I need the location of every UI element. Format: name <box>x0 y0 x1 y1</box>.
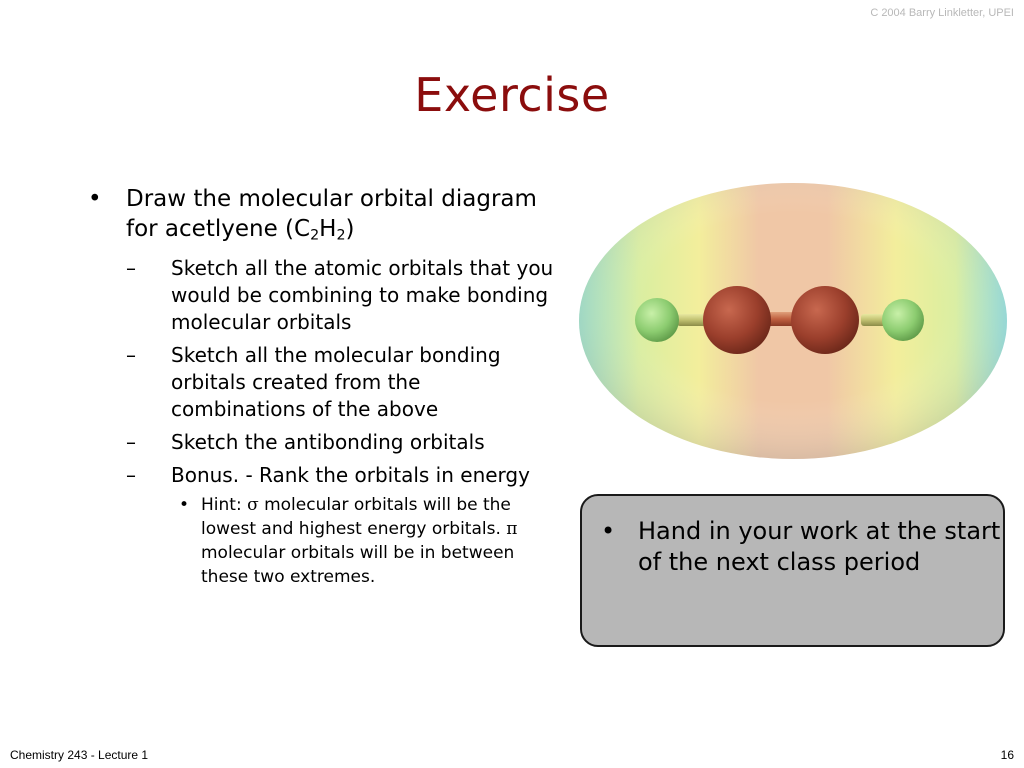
sub-bullet-list <box>88 255 558 589</box>
hint-bullet <box>171 493 558 589</box>
hint-text-part2: molecular orbitals will be in between these two extremes. <box>201 542 515 587</box>
sub-bullet-bonding-orbitals <box>126 342 558 423</box>
dash-marker: – <box>126 342 136 367</box>
sub-bullet-text: Sketch all the atomic orbitals that you would be combining to make bonding molecular orbitals <box>171 255 554 334</box>
slide-title: Exercise <box>414 68 610 122</box>
callout-box <box>580 494 1005 647</box>
hydrogen-atom-right <box>882 299 924 341</box>
copyright-notice: C 2004 Barry Linkletter, UPEI <box>870 7 1014 19</box>
sub-bullet-text: Sketch all the molecular bonding orbitals created from the combinations of the above <box>171 342 501 421</box>
sub-bullet-text: Sketch the antibonding orbitals <box>171 429 485 454</box>
acetylene-orbital-image <box>577 178 1009 466</box>
carbon-atom-left <box>703 286 771 354</box>
footer-course: Chemistry 243 - Lecture 1 <box>10 748 149 762</box>
main-bullet-text-after: ) <box>345 216 355 242</box>
sub-bullet-atomic-orbitals <box>126 255 558 336</box>
callout-bullet <box>601 516 1018 578</box>
dash-marker: – <box>126 255 136 280</box>
sub-bullet-text: Bonus. - Rank the orbitals in energy <box>171 462 530 487</box>
callout-text: Hand in your work at the start of the next class period <box>638 517 1001 576</box>
slide-number: 16 <box>1000 748 1014 762</box>
bullet-marker: • <box>179 494 190 515</box>
bullet-marker: • <box>88 186 102 212</box>
main-bullet <box>88 184 558 251</box>
hint-prefix: Hint: <box>201 494 248 515</box>
slide-content <box>88 184 558 589</box>
dash-marker: – <box>126 429 136 454</box>
subscript-hydrogen: 2 <box>336 227 346 244</box>
pi-symbol: π <box>506 518 518 539</box>
hint-text-part1: molecular orbitals will be the lowest and highest energy orbitals. <box>201 494 511 539</box>
sub-bullet-antibonding-orbitals <box>126 429 558 456</box>
subscript-carbon: 2 <box>310 227 320 244</box>
bullet-marker: • <box>601 517 616 545</box>
main-bullet-text-mid: H <box>319 216 337 242</box>
sub-bullet-bonus <box>126 462 558 489</box>
main-bullet-text-before: Draw the molecular orbital diagram for acetlyene (C <box>126 186 537 242</box>
sigma-symbol: σ <box>247 494 259 515</box>
carbon-atom-right <box>791 286 859 354</box>
hydrogen-atom-left <box>635 298 679 342</box>
dash-marker: – <box>126 462 136 487</box>
